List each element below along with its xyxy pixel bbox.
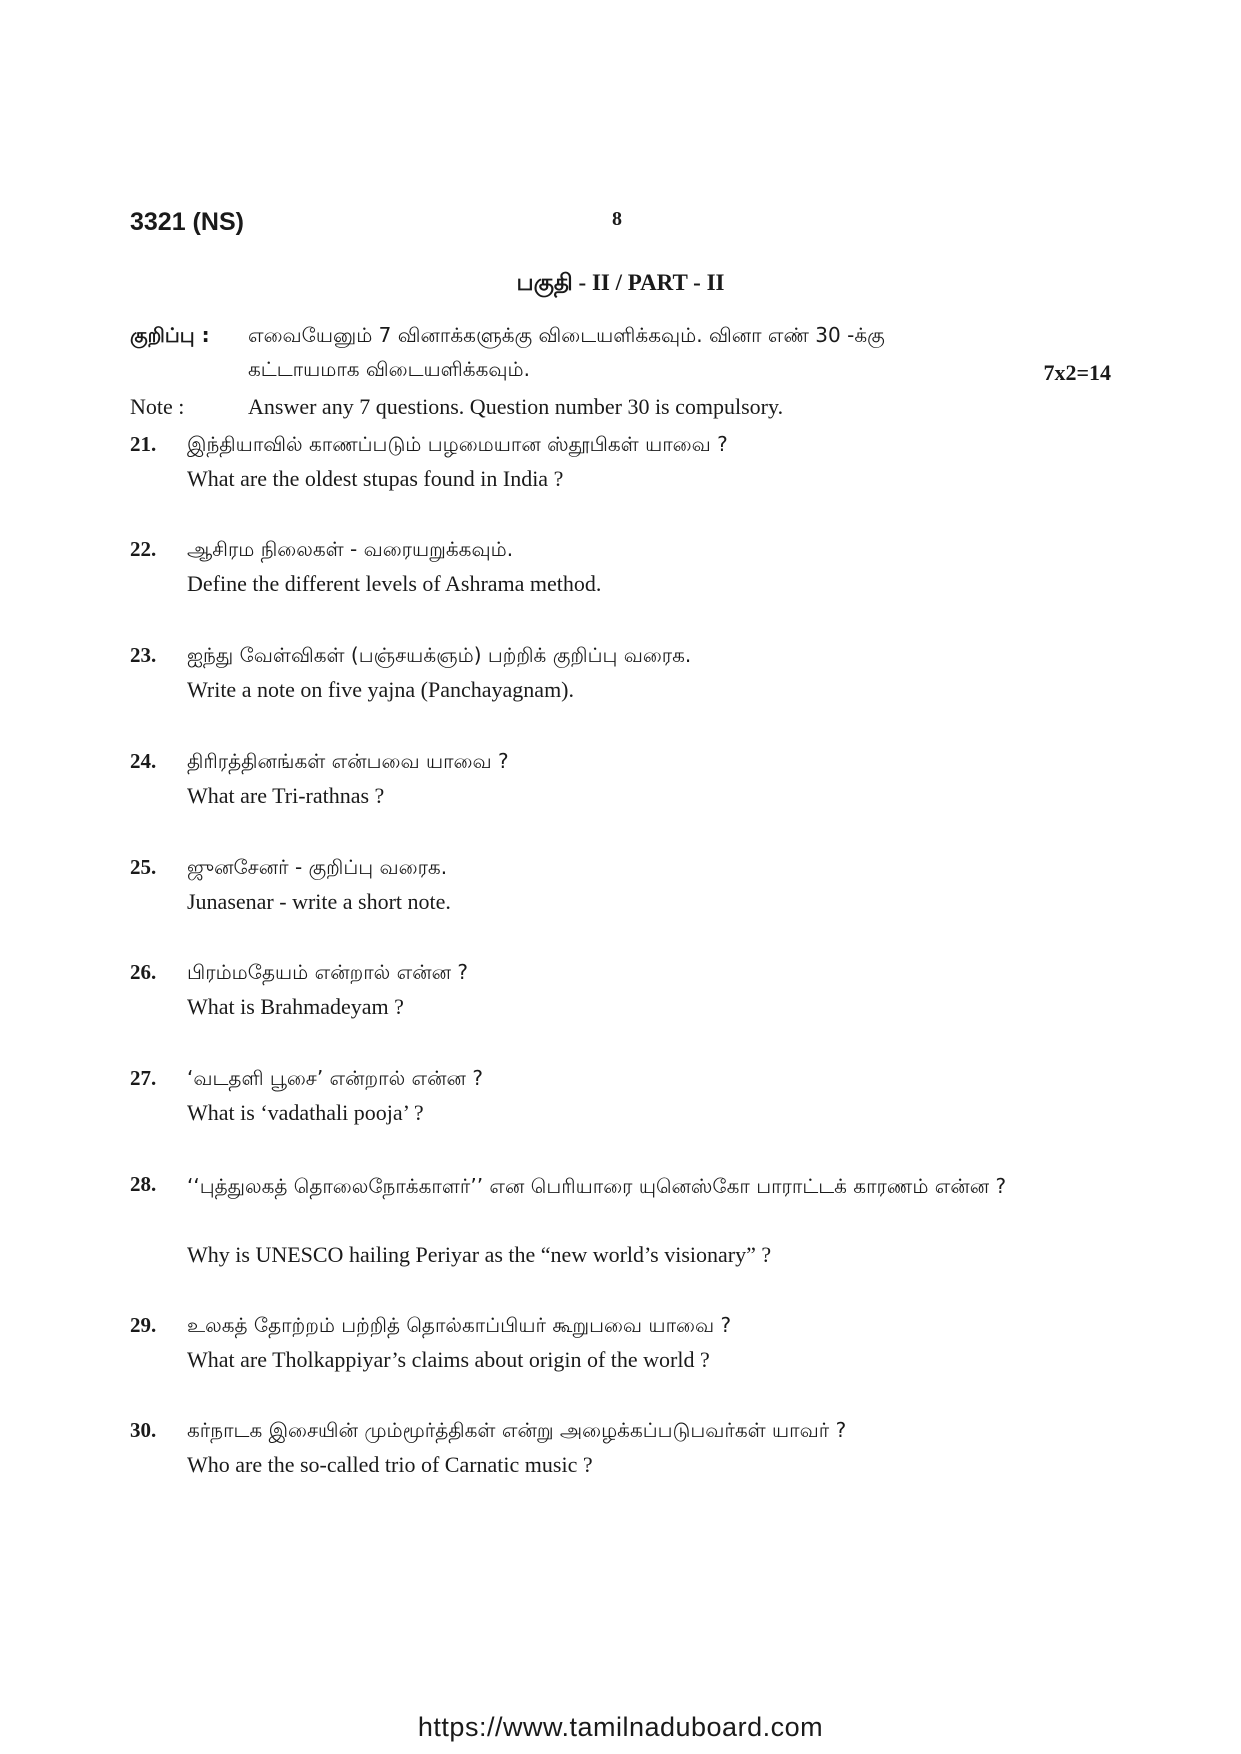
question-english: What is Brahmadeyam ? [187,994,404,1019]
question-tamil: ஜுனசேனர் - குறிப்பு வரைக. [187,855,448,879]
question-tamil: இந்தியாவில் காணப்படும் பழமையான ஸ்தூபிகள் யாவை ? [187,432,728,456]
english-note-text: Answer any 7 questions. Question number 30 is compulsory. [248,394,784,419]
question-english: Junasenar - write a short note. [187,889,451,914]
question-tamil: திரிரத்தினங்கள் என்பவை யாவை ? [187,749,509,773]
question-number: 26. [130,960,157,984]
question-english: What are Tholkappiyar’s claims about origin of the world ? [187,1347,710,1372]
question-english: What are Tri-rathnas ? [187,783,385,808]
question-number: 27. [130,1066,157,1090]
tamil-instruction-line2: கட்டாயமாக விடையளிக்கவும். [248,357,530,381]
part-title: பகுதி - II / PART - II [516,270,725,295]
question-english: Who are the so-called trio of Carnatic music ? [187,1452,593,1477]
question-tamil: ஐந்து வேள்விகள் (பஞ்சயக்ஞம்) பற்றிக் குறிப்பு வரைக. [187,643,692,667]
question-number: 23. [130,643,157,667]
question-number: 22. [130,537,157,561]
question-number: 30. [130,1418,157,1442]
question-english: Define the different levels of Ashrama method. [187,571,602,596]
question-tamil: ‘‘புத்துலகத் தொலைநோக்காளர்’’ என பெரியாரை யுனெஸ்கோ பாராட்டக் காரணம் என்ன ? [187,1174,1007,1198]
question-english: Write a note on five yajna (Panchayagnam). [187,677,575,702]
english-note [130,394,1130,420]
marks-allocation: 7x2=14 [1043,360,1111,385]
question-number: 29. [130,1313,157,1337]
tamil-instruction-line1: எவையேனும் 7 வினாக்களுக்கு விடையளிக்கவும். வினா எண் 30 -க்கு [248,323,885,347]
question-tamil: ஆசிரம நிலைகள் - வரையறுக்கவும். [187,537,514,561]
question-tamil: ‘வடதளி பூசை’ என்றால் என்ன ? [187,1066,483,1090]
question-number: 28. [130,1172,157,1196]
paper-code: 3321 (NS) [130,208,244,236]
english-note-label: Note : [130,394,185,419]
question-tamil: உலகத் தோற்றம் பற்றித் தொல்காப்பியர் கூறுபவை யாவை ? [187,1313,732,1337]
question-english: What is ‘vadathali pooja’ ? [187,1100,424,1125]
question-tamil: கர்நாடக இசையின் மும்மூர்த்திகள் என்று அழைக்கப்படுபவர்கள் யாவர் ? [187,1418,847,1442]
question-number: 21. [130,432,157,456]
question-english: What are the oldest stupas found in India ? [187,466,564,491]
question-number: 25. [130,855,157,879]
question-number: 24. [130,749,157,773]
tamil-instruction-continued [130,356,1130,384]
page-number: 8 [612,208,622,230]
footer-url: https://www.tamilnaduboard.com [417,1712,824,1742]
question-tamil: பிரம்மதேயம் என்றால் என்ன ? [187,960,468,984]
tamil-instruction [130,322,1130,350]
tamil-note-label: குறிப்பு : [130,323,210,347]
question-english: Why is UNESCO hailing Periyar as the “new world’s visionary” ? [187,1242,772,1267]
